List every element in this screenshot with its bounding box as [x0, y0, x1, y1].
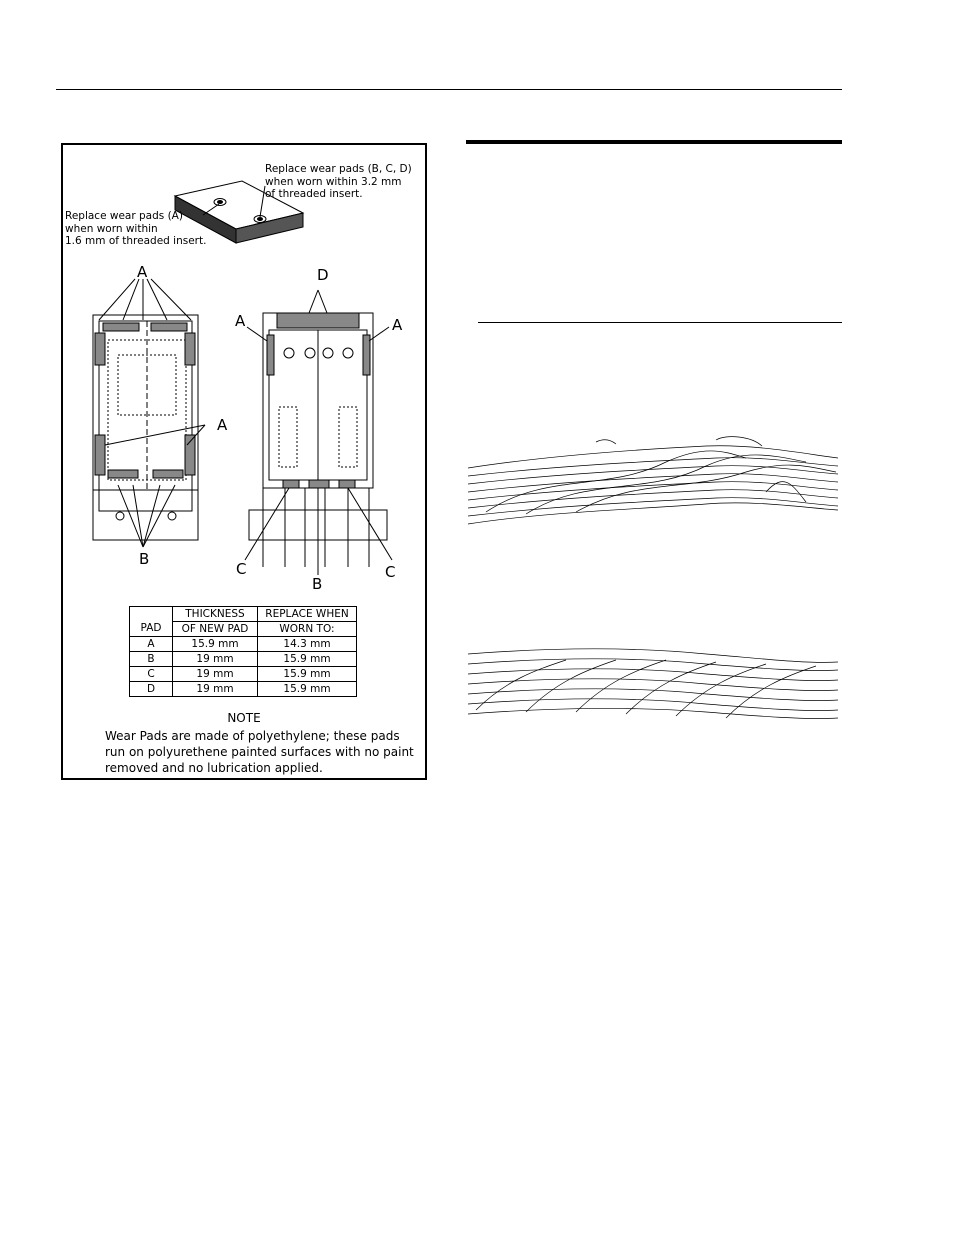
callout-a: [65, 210, 206, 248]
callout-bcd-line: Replace wear pads (B, C, D): [265, 163, 412, 175]
table-row: [130, 652, 357, 667]
label-a-right-2: A: [392, 316, 403, 334]
cell-replace: 15.9 mm: [258, 652, 357, 667]
header-pad: PAD: [130, 607, 173, 637]
cell-pad: D: [130, 682, 173, 697]
label-a-middle: A: [217, 416, 228, 434]
cell-pad: B: [130, 652, 173, 667]
note-body: [105, 728, 414, 776]
label-a-right-1: A: [235, 312, 246, 330]
note-line: run on polyurethene painted surfaces with no paint: [105, 745, 414, 759]
page-header-rule: [56, 89, 842, 90]
wear-pad-table: [129, 606, 357, 697]
section-divider-rule: [478, 322, 842, 323]
header-thickness-2: OF NEW PAD: [173, 622, 258, 637]
cell-replace: 15.9 mm: [258, 682, 357, 697]
callout-bcd-line: of threaded insert.: [265, 188, 363, 200]
callout-a-line: 1.6 mm of threaded insert.: [65, 235, 207, 247]
right-carriage-view: [245, 290, 392, 575]
label-b-left: B: [139, 550, 150, 568]
label-d: D: [317, 266, 329, 284]
table-row: [130, 637, 357, 652]
table-row: [130, 667, 357, 682]
callout-bcd: [265, 163, 412, 201]
header-replace-2: WORN TO:: [258, 622, 357, 637]
table-row: [130, 682, 357, 697]
label-b-right: B: [312, 575, 323, 593]
callout-bcd-line: when worn within 3.2 mm: [265, 175, 402, 188]
section-heading-rule: [466, 140, 842, 144]
callout-a-line: Replace wear pads (A): [65, 210, 183, 222]
label-c-left: C: [236, 560, 247, 578]
wear-pad-figure: [61, 143, 427, 780]
cell-replace: 15.9 mm: [258, 667, 357, 682]
cell-pad: A: [130, 637, 173, 652]
callout-a-line: when worn within: [65, 222, 158, 235]
note-line: Wear Pads are made of polyethylene; these pads: [105, 729, 400, 743]
cell-thickness: 15.9 mm: [173, 637, 258, 652]
cell-replace: 14.3 mm: [258, 637, 357, 652]
left-carriage-view: [93, 279, 205, 547]
header-replace-1: REPLACE WHEN: [258, 607, 357, 622]
cell-thickness: 19 mm: [173, 652, 258, 667]
label-c-right: C: [385, 563, 396, 581]
rope-illustration-damaged: [466, 432, 840, 532]
rope-illustration-normal: [466, 640, 840, 740]
note-line: removed and no lubrication applied.: [105, 761, 323, 775]
table-header-row: [130, 607, 357, 622]
header-thickness-1: THICKNESS: [173, 607, 258, 622]
cell-thickness: 19 mm: [173, 682, 258, 697]
cell-pad: C: [130, 667, 173, 682]
label-a-left: A: [137, 263, 148, 281]
cell-thickness: 19 mm: [173, 667, 258, 682]
note-title: NOTE: [227, 711, 261, 725]
